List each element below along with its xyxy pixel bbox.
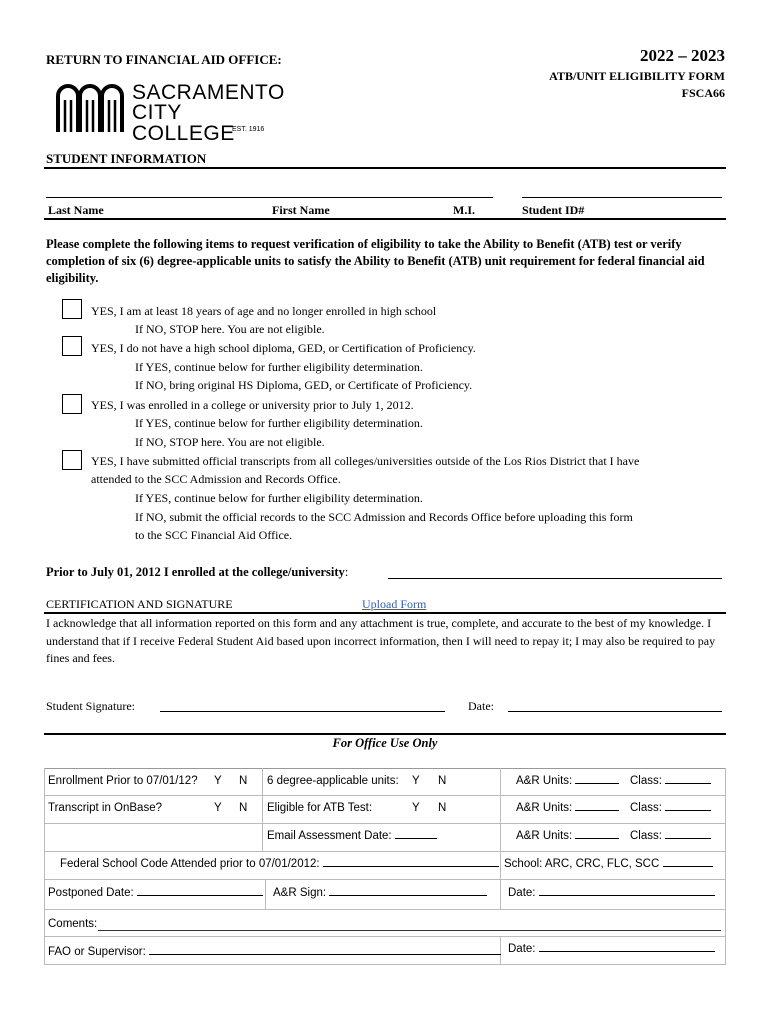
student-info-heading: STUDENT INFORMATION bbox=[46, 151, 207, 166]
return-to-label: RETURN TO FINANCIAL AID OFFICE: bbox=[46, 52, 282, 67]
school-text: School: ARC, CRC, FLC, SCC bbox=[504, 858, 660, 870]
class-field[interactable] bbox=[665, 783, 711, 784]
office-date-label-2 bbox=[508, 943, 715, 955]
class-text: Class: bbox=[630, 830, 662, 842]
grid-line bbox=[44, 909, 726, 910]
divider bbox=[44, 167, 726, 169]
signature-label: Student Signature: bbox=[46, 699, 135, 713]
divider bbox=[44, 733, 726, 735]
fao-label bbox=[48, 946, 501, 958]
item-college-sub2: If NO, STOP here. You are not eligible. bbox=[135, 435, 325, 449]
class-label-3 bbox=[630, 830, 711, 842]
ar-units-field[interactable] bbox=[575, 810, 619, 811]
transcript-label: Transcript in OnBase? bbox=[48, 802, 162, 814]
grid-line bbox=[265, 879, 266, 909]
item-transcripts-sub1: If YES, continue below for further eligibility determination. bbox=[135, 491, 423, 505]
checkbox-college[interactable] bbox=[62, 394, 82, 414]
six-units-label: 6 degree-applicable units: bbox=[267, 775, 399, 787]
grid-line bbox=[725, 768, 726, 964]
instructions-text: Please complete the following items to request verification of eligibility to take the Ability to Benefit (ATB) test or verify completion of six (6) degree-applicable units to satisfy the Ability to Benefit (ATB) unit requirement for federal financial aid eligibility. bbox=[46, 237, 705, 285]
six-units-n[interactable]: N bbox=[438, 775, 447, 787]
item-transcripts-sub3: to the SCC Financial Aid Office. bbox=[135, 528, 293, 542]
fao-field[interactable] bbox=[149, 954, 501, 955]
postponed-field[interactable] bbox=[137, 895, 263, 896]
office-date-field[interactable] bbox=[539, 951, 715, 952]
school-code-label bbox=[60, 858, 499, 870]
office-date-label-1 bbox=[508, 887, 715, 899]
enrollment-n[interactable]: N bbox=[239, 775, 248, 787]
grid-line bbox=[44, 964, 726, 965]
student-id-label: Student ID# bbox=[522, 203, 585, 217]
email-date-text: Email Assessment Date: bbox=[267, 830, 392, 842]
postponed-text: Postponed Date: bbox=[48, 887, 134, 899]
office-date-text: Date: bbox=[508, 943, 536, 955]
student-id-field-line[interactable] bbox=[522, 197, 722, 198]
item-transcripts-sub2: If NO, submit the official records to the SCC Admission and Records Office before uploading this form bbox=[135, 510, 633, 524]
ar-sign-text: A&R Sign: bbox=[273, 887, 327, 899]
enrollment-label: Enrollment Prior to 07/01/12? bbox=[48, 775, 198, 787]
ar-units-label-2 bbox=[516, 802, 619, 814]
office-date-field[interactable] bbox=[539, 895, 715, 896]
prior-college-label: Prior to July 01, 2012 I enrolled at the college/university bbox=[46, 565, 345, 579]
transcript-y[interactable]: Y bbox=[214, 802, 222, 814]
grid-line bbox=[44, 795, 726, 796]
item-transcripts-text: YES, I have submitted official transcripts from all colleges/universities outside of the Los Rios District that I have bbox=[91, 454, 640, 468]
ar-units-label-1 bbox=[516, 775, 619, 787]
ar-units-text: A&R Units: bbox=[516, 802, 573, 814]
college-seal-icon bbox=[54, 82, 126, 134]
last-name-label: Last Name bbox=[48, 203, 104, 217]
grid-line bbox=[44, 768, 726, 769]
item-diploma-sub2: If NO, bring original HS Diploma, GED, or Certificate of Proficiency. bbox=[135, 378, 473, 392]
item-age-sub1: If NO, STOP here. You are not eligible. bbox=[135, 322, 325, 336]
ar-units-text: A&R Units: bbox=[516, 775, 573, 787]
class-label-1 bbox=[630, 775, 711, 787]
date-label: Date: bbox=[468, 699, 494, 713]
form-year: 2022 – 2023 bbox=[640, 46, 725, 65]
class-text: Class: bbox=[630, 802, 662, 814]
form-code: FSCA66 bbox=[681, 86, 725, 100]
ar-sign-field[interactable] bbox=[329, 895, 487, 896]
class-text: Class: bbox=[630, 775, 662, 787]
logo-est: EST. 1916 bbox=[232, 126, 265, 133]
first-name-label: First Name bbox=[272, 203, 330, 217]
name-field-line[interactable] bbox=[46, 197, 493, 198]
grid-line bbox=[500, 768, 501, 909]
school-code-field[interactable] bbox=[323, 866, 499, 867]
form-title: ATB/UNIT ELIGIBILITY FORM bbox=[549, 69, 725, 83]
ar-units-field[interactable] bbox=[575, 783, 619, 784]
date-field-line[interactable] bbox=[508, 711, 722, 712]
transcript-n[interactable]: N bbox=[239, 802, 248, 814]
postponed-label bbox=[48, 887, 263, 899]
ar-units-label-3 bbox=[516, 830, 619, 842]
logo-line1: SACRAMENTO bbox=[132, 81, 285, 104]
office-date-text: Date: bbox=[508, 887, 536, 899]
mi-label: M.I. bbox=[453, 203, 475, 217]
divider bbox=[44, 218, 726, 220]
certification-heading: CERTIFICATION AND SIGNATURE bbox=[46, 597, 233, 611]
logo-line2: CITY COLLEGE bbox=[132, 101, 235, 145]
item-diploma-sub1: If YES, continue below for further eligibility determination. bbox=[135, 360, 423, 374]
school-code-text: Federal School Code Attended prior to 07/01/2012: bbox=[60, 858, 320, 870]
enrollment-y[interactable]: Y bbox=[214, 775, 222, 787]
grid-line bbox=[44, 851, 726, 852]
school-label bbox=[504, 858, 713, 870]
checkbox-diploma[interactable] bbox=[62, 336, 82, 356]
eligible-y[interactable]: Y bbox=[412, 802, 420, 814]
class-field[interactable] bbox=[665, 838, 711, 839]
signature-field-line[interactable] bbox=[160, 711, 445, 712]
six-units-y[interactable]: Y bbox=[412, 775, 420, 787]
checkbox-age[interactable] bbox=[62, 299, 82, 319]
item-college-sub1: If YES, continue below for further eligibility determination. bbox=[135, 416, 423, 430]
grid-line bbox=[44, 936, 726, 937]
email-date-label bbox=[267, 830, 437, 842]
comments-label: Coments: bbox=[48, 918, 98, 930]
college-logo bbox=[54, 80, 285, 145]
email-date-field[interactable] bbox=[395, 838, 437, 839]
ar-sign-label bbox=[273, 887, 487, 899]
grid-line bbox=[262, 768, 263, 851]
item-college-text: YES, I was enrolled in a college or university prior to July 1, 2012. bbox=[91, 398, 414, 412]
grid-line bbox=[44, 823, 726, 824]
class-field[interactable] bbox=[665, 810, 711, 811]
school-field[interactable] bbox=[663, 866, 713, 867]
ar-units-text: A&R Units: bbox=[516, 830, 573, 842]
eligible-n[interactable]: N bbox=[438, 802, 447, 814]
office-use-heading: For Office Use Only bbox=[332, 736, 438, 750]
prior-college-row bbox=[46, 565, 348, 580]
eligible-label: Eligible for ATB Test: bbox=[267, 802, 373, 814]
fao-text: FAO or Supervisor: bbox=[48, 946, 146, 958]
checkbox-transcripts[interactable] bbox=[62, 450, 82, 470]
upload-form-link[interactable]: Upload Form bbox=[362, 597, 427, 611]
prior-college-field-line[interactable] bbox=[388, 578, 722, 579]
grid-line bbox=[44, 879, 726, 880]
item-transcripts-text2: attended to the SCC Admission and Records Office. bbox=[91, 472, 341, 486]
item-diploma-text: YES, I do not have a high school diploma, GED, or Certification of Proficiency. bbox=[91, 341, 476, 355]
ar-units-field[interactable] bbox=[575, 838, 619, 839]
comments-field-line[interactable] bbox=[98, 930, 721, 931]
prior-colon: : bbox=[344, 565, 349, 579]
certification-text: I acknowledge that all information reported on this form and any attachment is true, complete, and accurate to the best of my knowledge. I understand that if I receive Federal Student Aid based upon incorrect information, then I will need to repay it; I may also be required to pay fines and fees. bbox=[46, 616, 716, 665]
item-age-text: YES, I am at least 18 years of age and no longer enrolled in high school bbox=[91, 304, 437, 318]
grid-line bbox=[44, 768, 45, 964]
class-label-2 bbox=[630, 802, 711, 814]
divider bbox=[44, 612, 726, 614]
